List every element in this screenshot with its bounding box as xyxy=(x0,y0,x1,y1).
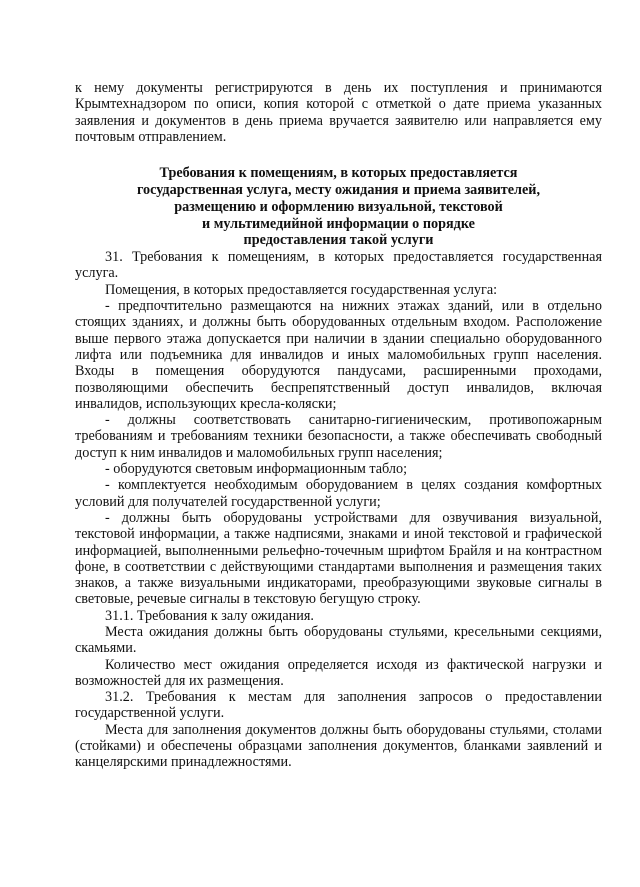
intro-paragraph: к нему документы регистрируются в день их поступления и принимаются Крымтехнадзором по описи, копия которой с отметкой о дате приема указанных заявления и документов в день приема вручается заявителю или направляется ему почтовым отправлением. xyxy=(75,80,602,145)
heading-line: Требования к помещениям, в которых предоставляется xyxy=(159,165,518,182)
paragraph-waiting-count: Количество мест ожидания определяется исходя из фактической нагрузки и возможностей для их размещения. xyxy=(75,656,602,689)
paragraph-waiting-places: Места ожидания должны быть оборудованы стульями, кресельными секциями, скамьями. xyxy=(75,624,602,657)
list-item-accessibility-devices: - должны быть оборудованы устройствами для озвучивания визуальной, текстовой информации, а также надписями, знаками и иной текстовой и графической информацией, выполненными рельефно-точечным шрифтом Брайля и на контрастном фоне, в соответствии с действующими стандартами выполнения и размещения таких знаков, а также визуальными индикаторами, преобразующими звуковые сигналы в световые, речевые сигналы в текстовую бегущую строку. xyxy=(75,509,602,608)
paragraph-filling-places: Места для заполнения документов должны быть оборудованы стульями, столами (стойками) и обеспечены образцами заполнения документов, бланками заявлений и канцелярскими принадлежностями. xyxy=(75,721,602,771)
heading-line: государственная услуга, месту ожидания и приема заявителей, xyxy=(136,181,541,198)
section-heading xyxy=(75,165,602,249)
paragraph-31-2: 31.2. Требования к местам для заполнения запросов о предоставлении государственной услуги. xyxy=(75,689,602,722)
document-page xyxy=(75,80,602,771)
list-item-location: - предпочтительно размещаются на нижних этажах зданий, или в отдельно стоящих зданиях, и должны быть оборудованных отдельным входом. Расположение выше первого этажа допускается при наличии в здании специально оборудованного лифта или подъемника для инвалидов и иных маломобильных групп населения. Входы в помещения оборудуются пандусами, расширенными проходами, позволяющими обеспечить беспрепятственный доступ инвалидов, включая инвалидов, использующих кресла-коляски; xyxy=(75,298,602,412)
heading-line: предоставления такой услуги xyxy=(243,232,434,249)
heading-line: размещению и оформлению визуальной, текстовой xyxy=(174,198,503,215)
heading-line: и мультимедийной информации о порядке xyxy=(202,215,475,232)
paragraph-31: 31. Требования к помещениям, в которых предоставляется государственная услуга. xyxy=(75,249,602,282)
paragraph-premises: Помещения, в которых предоставляется государственная услуга: xyxy=(105,281,498,298)
paragraph-31-1: 31.1. Требования к залу ожидания. xyxy=(105,607,314,624)
list-item-light-board: - оборудуются световым информационным табло; xyxy=(105,461,408,478)
list-item-sanitary: - должны соответствовать санитарно-гигиеническим, противопожарным требованиям и требованиям техники безопасности, а также обеспечивать свободный доступ к ним инвалидов и маломобильных групп населения; xyxy=(75,412,602,461)
list-item-equipment: - комплектуется необходимым оборудованием в целях создания комфортных условий для получателей государственной услуги; xyxy=(75,477,602,510)
